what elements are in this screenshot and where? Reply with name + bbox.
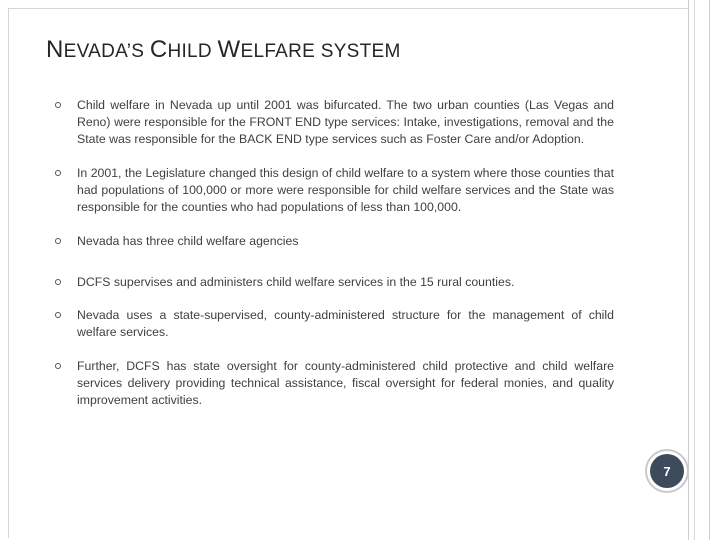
bullet-dot-icon: [55, 279, 61, 285]
page-number: 7: [650, 454, 684, 488]
bullet-dot-icon: [55, 363, 61, 369]
bullet-text: Child welfare in Nevada up until 2001 was bifurcated. The two urban counties (Las Vegas and Reno) were responsible for the FRONT END type services: Intake, investigations, removal and the State was responsible for the BACK END type services such as Foster Care and/or Adoption.: [77, 98, 614, 146]
title-part: N: [46, 36, 64, 63]
bullet-dot-icon: [55, 312, 61, 318]
bullet-text: Nevada has three child welfare agencies: [77, 234, 299, 248]
bullet-list: [52, 97, 614, 409]
bullet-item: [52, 97, 614, 148]
bullet-dot-icon: [55, 170, 61, 176]
title-part: ELFARE SYSTEM: [240, 41, 401, 62]
bullet-item: [52, 274, 614, 291]
bullet-dot-icon: [55, 102, 61, 108]
bullet-text: DCFS supervises and administers child welfare services in the 15 rural counties.: [77, 275, 515, 289]
bullet-item: [52, 358, 614, 409]
title-part: W: [217, 36, 241, 63]
slide-title: [46, 36, 401, 64]
title-part: HILD: [167, 41, 218, 62]
side-decoration-line: [694, 0, 695, 540]
bullet-text: Nevada uses a state-supervised, county-administered structure for the management of child welfare services.: [77, 308, 614, 339]
bullet-text: Further, DCFS has state oversight for county-administered child protective and child welfare services delivery providing technical assistance, fiscal oversight for federal monies, and quality improvement activities.: [77, 359, 614, 407]
bullet-item: [52, 233, 614, 250]
bullet-text: In 2001, the Legislature changed this design of child welfare to a system where those counties that had populations of 100,000 or more were responsible for child welfare services and the State was responsible for the counties who had populations of less than 100,000.: [77, 166, 614, 214]
bullet-item: [52, 307, 614, 341]
bullet-item: [52, 165, 614, 216]
title-part: EVADA’S: [63, 41, 150, 62]
bullet-dot-icon: [55, 238, 61, 244]
page-number-badge: [645, 449, 689, 493]
title-part: C: [149, 36, 168, 63]
side-decoration-bar: [688, 0, 710, 540]
